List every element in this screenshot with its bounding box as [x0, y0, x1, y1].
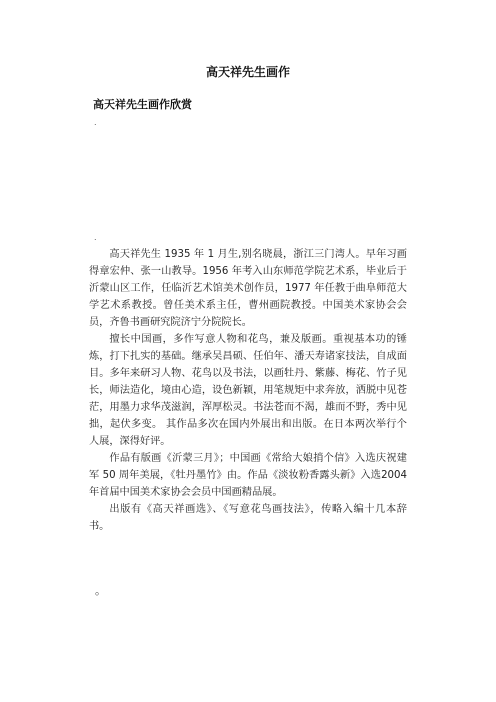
paragraph-works: 作品有版画《沂蒙三月》；中国画《常给大娘捎个信》入选庆祝建军 50 周年美展，《牡丹墨竹》由。作品《淡妆粉香露头新》入选2004 年首届中国美术家协会会员中国画精品展。	[89, 453, 407, 498]
paragraph-biography: 高天祥先生 1935 年 1 月生,别名晓晨，浙江三门湾人。早年习画得章宏仲、张一山教导。1956 年考入山东师范学院艺术系，毕业后于沂蒙山区工作，任临沂艺术馆美术创作员，1977 年任教于曲阜师范大学艺术系教授。曾任美术系主任，曹州画院教授。中国美术家协会会员，齐鲁书画研究院济宁分院院长。	[89, 249, 407, 328]
article-body	[89, 246, 407, 535]
end-mark: 。	[95, 584, 106, 597]
separator-dot-bottom: .	[94, 233, 97, 242]
paragraph-publications: 出版有《高天祥画选》、《写意花鸟画技法》，传略入编十几本辞书。	[89, 504, 407, 532]
paragraph-style: 擅长中国画，多作写意人物和花鸟，兼及版画。重视基本功的锤炼，打下扎实的基础。继承吴昌硕、任伯年、潘天寿诸家技法，自成面目。多年来研习人物、花鸟以及书法，以画牡丹、紫藤、梅花、竹子见长，师法造化，境由心造，设色新颖，用笔规矩中求奔放，洒脱中见苍茫，用墨力求华茂滋润，浑厚松灵。书法苍而不渴，雄而不野，秀中见拙，起伏多变。 其作品多次在国内外展出和出版。在日本两次举行个人展，深得好评。	[89, 334, 407, 447]
page-title: 高天祥先生画作	[205, 65, 290, 79]
separator-dot-top: .	[94, 118, 97, 127]
section-heading: 高天祥先生画作欣赏	[93, 98, 192, 111]
